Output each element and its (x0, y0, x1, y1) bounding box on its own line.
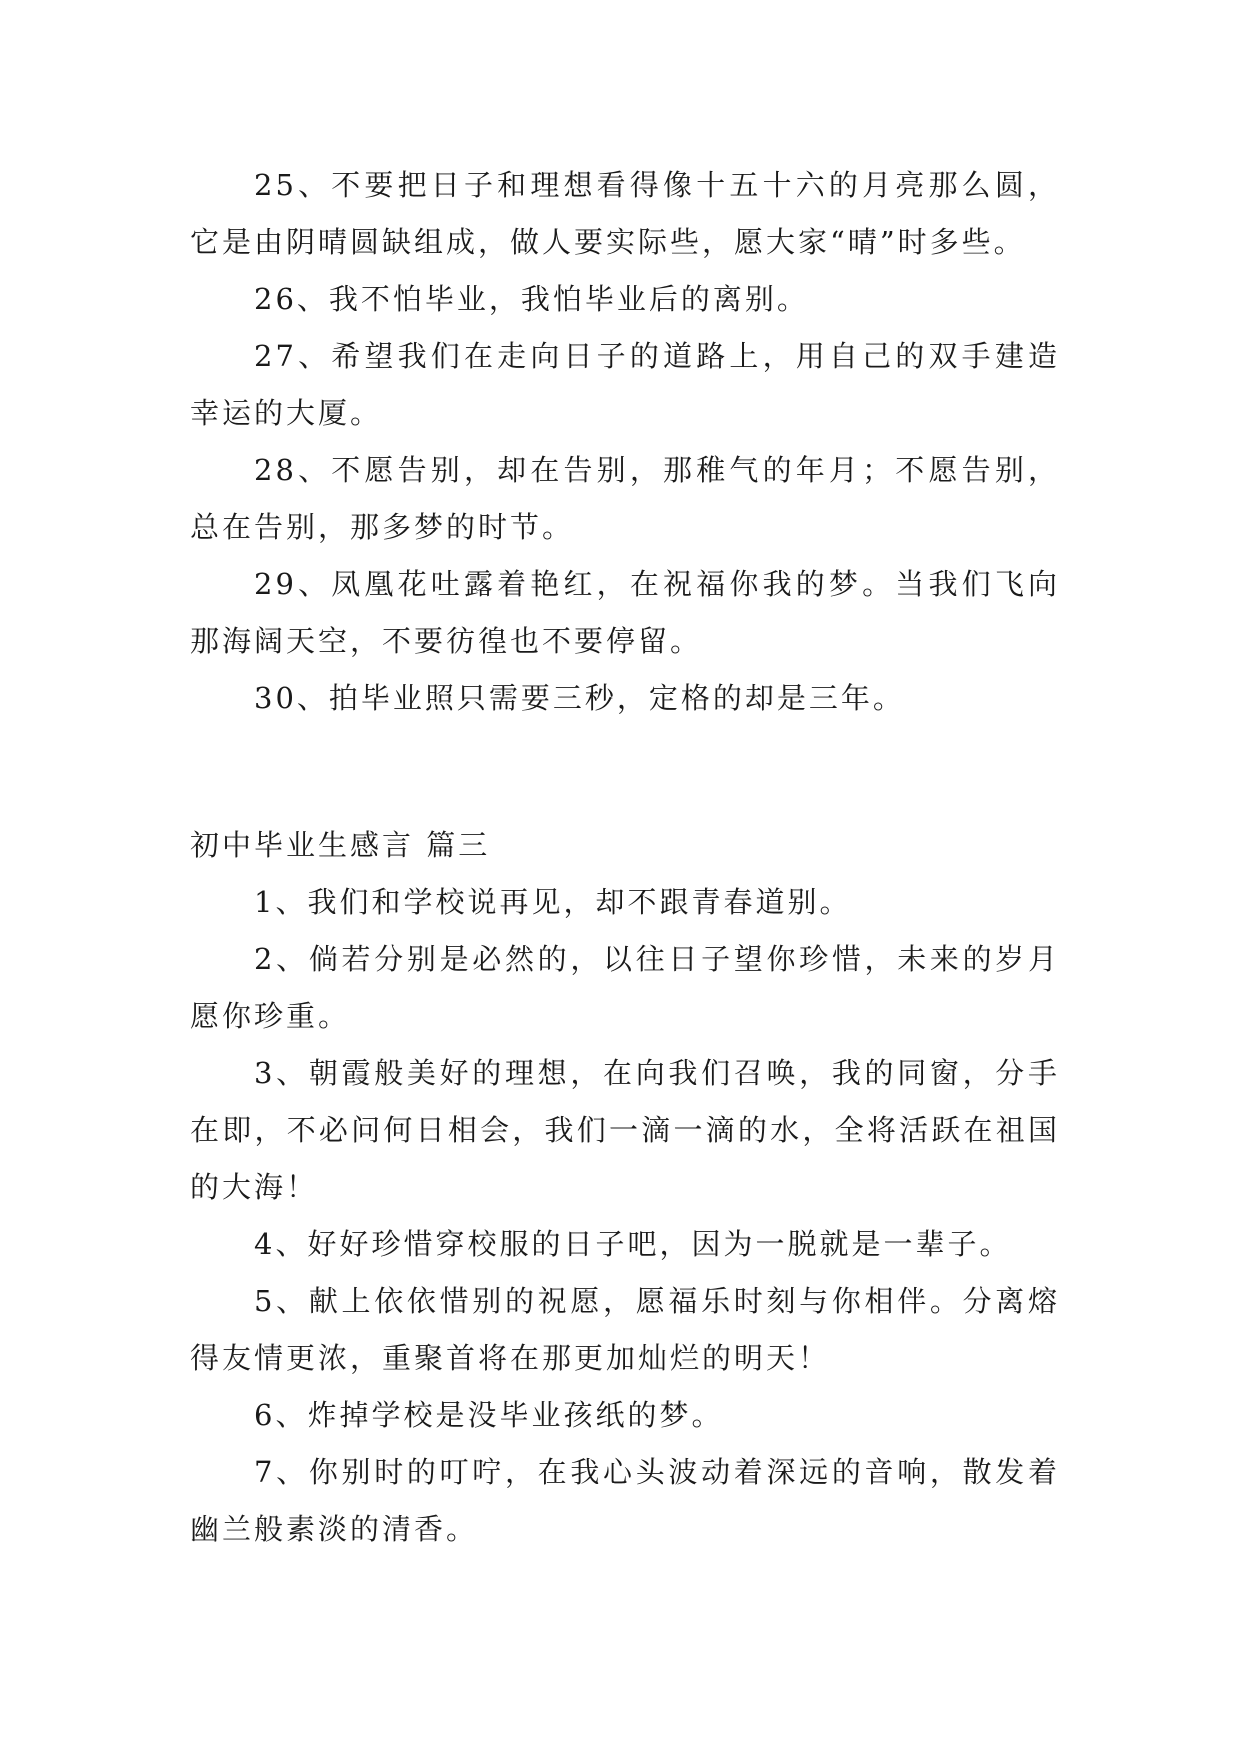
paragraph-7: 7、你别时的叮咛，在我心头波动着深远的音响，散发着幽兰般素淡的清香。 (190, 1455, 1060, 1546)
paragraph-26: 26、我不怕毕业，我怕毕业后的离别。 (254, 282, 809, 316)
document-body (190, 157, 1060, 1558)
paragraph-29: 29、凤凰花吐露着艳红，在祝福你我的梦。当我们飞向那海阔天空，不要彷徨也不要停留。 (190, 567, 1060, 658)
paragraph-6: 6、炸掉学校是没毕业孩纸的梦。 (254, 1398, 724, 1432)
paragraph-30: 30、拍毕业照只需要三秒，定格的却是三年。 (254, 681, 905, 715)
paragraph-2: 2、倘若分别是必然的，以往日子望你珍惜，未来的岁月愿你珍重。 (190, 942, 1060, 1033)
section-title: 初中毕业生感言 篇三 (190, 828, 491, 862)
paragraph-28: 28、不愿告别，却在告别，那稚气的年月；不愿告别，总在告别，那多梦的时节。 (190, 453, 1060, 544)
paragraph-25: 25、不要把日子和理想看得像十五十六的月亮那么圆，它是由阴晴圆缺组成，做人要实际些，愿大家“晴”时多些。 (190, 168, 1060, 259)
paragraph-3: 3、朝霞般美好的理想，在向我们召唤，我的同窗，分手在即，不必问何日相会，我们一滴一滴的水，全将活跃在祖国的大海！ (190, 1056, 1060, 1204)
paragraph-27: 27、希望我们在走向日子的道路上，用自己的双手建造幸运的大厦。 (190, 339, 1060, 430)
paragraph-1: 1、我们和学校说再见，却不跟青春道别。 (254, 885, 852, 919)
paragraph-4: 4、好好珍惜穿校服的日子吧，因为一脱就是一辈子。 (254, 1227, 1012, 1261)
paragraph-5: 5、献上依依惜别的祝愿，愿福乐时刻与你相伴。分离熔得友情更浓，重聚首将在那更加灿烂的明天！ (190, 1284, 1060, 1375)
